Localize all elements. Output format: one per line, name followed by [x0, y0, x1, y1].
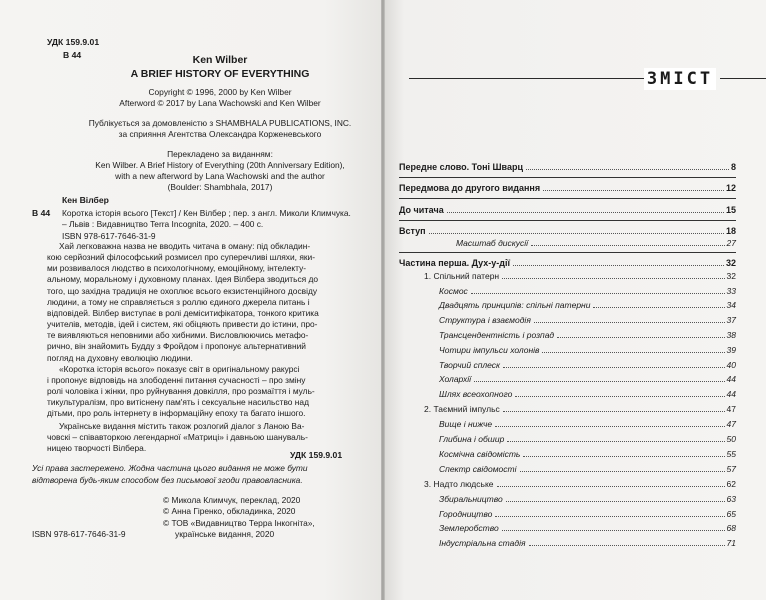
toc-entry-title: Масштаб дискусії: [456, 238, 529, 248]
toc-entry-page: 37: [726, 315, 736, 325]
toc-divider: [399, 177, 736, 178]
catalog-card-author: Кен Вілбер: [62, 195, 109, 205]
author-name: Ken Wilber: [192, 54, 248, 66]
toc-entry-title: 2. Таємний імпульс: [424, 404, 500, 414]
toc-entry-title: Шлях всеохопного: [439, 389, 513, 399]
toc-entry-title: До читача: [399, 205, 444, 215]
toc-entry[interactable]: [439, 300, 736, 311]
toc-entry-title: Вступ: [399, 226, 426, 236]
annotation-line: човскі – співавторкою легендарної «Матриці» і давньою шануваль-: [47, 432, 308, 443]
rights-notice: [32, 463, 308, 486]
toc-entry-title: Глибина і обшир: [439, 434, 505, 444]
annotation-line: погляд на духовну еволюцію людини.: [47, 352, 193, 363]
toc-entry-title: Космос: [439, 286, 468, 296]
toc-divider: [399, 198, 736, 199]
toc-entry-title: 1. Спільний патерн: [424, 271, 500, 281]
annotation-line: те виявляються неповними або хибними. Висловлюючись метафо-: [47, 330, 309, 341]
contents-heading-box: [644, 68, 716, 90]
annotation-ukrainian-edition: [47, 421, 308, 454]
annotation-line: альному, моральному і духовному планах. Ідея Вілбера зводиться до: [47, 274, 319, 285]
annotation-line: ми розвивалося людство в психологічному, емоційному, інтелекту-: [47, 263, 307, 274]
toc-entry-title: Холархії: [439, 374, 472, 384]
toc-entry[interactable]: [424, 479, 736, 490]
annotation-line: Українське видання містить також розлогий діалог з Ланою Ва-: [59, 421, 305, 431]
toc-entry[interactable]: [439, 434, 736, 445]
toc-entry-page: 32: [726, 271, 736, 281]
annotation-line: учителів, методів, ідей і систем, які обіцяють привести до істини, про-: [47, 319, 318, 330]
copyright-credits: [163, 495, 315, 541]
toc-entry[interactable]: [424, 271, 736, 282]
toc-entry-page: 63: [726, 494, 736, 504]
toc-entry-title: Чотири імпульси холонів: [439, 345, 540, 355]
translated-from-line: Ken Wilber. A Brief History of Everything (20th Anniversary Edition),: [95, 160, 345, 170]
toc-entry-page: 39: [726, 345, 736, 355]
toc-entry-page: 34: [726, 300, 736, 310]
toc-entry-title: Частина перша. Дух-у-дії: [399, 258, 511, 268]
publication-agreement-line: за сприяння Агентства Олександра Корженевського: [118, 129, 322, 139]
copyright-line: Afterword © 2017 by Lana Wachowski and Ken Wilber: [119, 98, 321, 108]
catalog-card-isbn: ISBN 978-617-7646-31-9: [62, 231, 156, 241]
annotation-line: кою серйозний філософський розмисел про суперечливі шляхи, яки-: [47, 252, 315, 263]
toc-entry-title: Передне слово. Тоні Шварц: [399, 162, 524, 172]
original-edition-info: [70, 53, 370, 193]
annotation-line: тикультуралізм, про витіснену пам'ять і сексуальне насильство над: [47, 397, 309, 408]
toc-entry-title: Спектр свідомості: [439, 464, 517, 474]
credit-line: © Микола Климчук, переклад, 2020: [163, 495, 301, 505]
left-page: [0, 0, 381, 600]
annotation-line: Хай легковажна назва не вводить читача в оману: під обкладин-: [59, 241, 311, 251]
credit-line: українське видання, 2020: [175, 529, 275, 540]
toc-entry-title: 3. Надто людське: [424, 479, 494, 489]
copyright-line: Copyright © 1996, 2000 by Ken Wilber: [148, 87, 292, 97]
toc-entry[interactable]: [399, 258, 736, 269]
isbn-bottom: ISBN 978-617-7646-31-9: [32, 529, 126, 539]
toc-entry[interactable]: [399, 183, 736, 194]
rights-line: відтворена будь-яким способом без письмової згоди правовласника.: [32, 474, 303, 485]
toc-entry-page: 12: [725, 183, 736, 193]
toc-entry-page: 32: [725, 258, 736, 268]
heading-rule-right: [720, 78, 766, 79]
annotation-line: і пропонує відповідь на злободенні питання сучасності – про зміну: [47, 374, 306, 385]
heading-rule-left: [409, 78, 664, 79]
toc-entry[interactable]: [439, 509, 736, 520]
toc-entry-page: 65: [726, 509, 736, 519]
toc-entry[interactable]: [439, 286, 736, 297]
translated-from-line: with a new afterword by Lana Wachowski and the author: [115, 171, 325, 181]
toc-entry-title: Двадцять принципів: спільні патерни: [439, 300, 591, 310]
toc-entry-title: Городництво: [439, 509, 493, 519]
catalog-card-code: В 44: [32, 208, 51, 218]
toc-entry-page: 47: [726, 404, 736, 414]
toc-entry-title: Структура і взаємодія: [439, 315, 531, 325]
credit-line: © Анна Гіренко, обкладинка, 2020: [163, 506, 296, 517]
toc-entry-page: 15: [725, 205, 736, 215]
publication-agreement-line: Публікується за домовленістю з SHAMBHALA PUBLICATIONS, INC.: [88, 118, 352, 128]
toc-entry-page: 27: [726, 238, 736, 248]
toc-entry-page: 62: [726, 479, 736, 489]
rights-line: Усі права застережено. Жодна частина цього видання не може бути: [32, 463, 308, 473]
translated-from-line: Перекладено за виданням:: [167, 149, 273, 159]
toc-entry[interactable]: [399, 205, 736, 216]
toc-entry-page: 8: [730, 162, 736, 172]
toc-entry-page: 38: [726, 330, 736, 340]
toc-entry-page: 18: [725, 226, 736, 236]
annotation-line: того, що західна традиція не охоплює всього екзистенційного досвіду: [47, 285, 318, 296]
toc-entry[interactable]: [456, 238, 736, 249]
toc-entry-page: 44: [726, 389, 736, 399]
toc-entry[interactable]: [439, 523, 736, 534]
toc-entry-page: 33: [726, 286, 736, 296]
toc-entry[interactable]: [439, 419, 736, 430]
toc-entry[interactable]: [439, 315, 736, 326]
toc-entry-page: 57: [726, 464, 736, 474]
toc-entry[interactable]: [439, 538, 736, 549]
toc-entry[interactable]: [439, 330, 736, 341]
book-title: A BRIEF HISTORY OF EVERYTHING: [130, 68, 310, 80]
toc-entry[interactable]: [399, 162, 736, 173]
toc-entry[interactable]: [424, 404, 736, 415]
toc-entry-page: 47: [726, 419, 736, 429]
translated-from-line: (Boulder: Shambhala, 2017): [167, 182, 273, 192]
toc-entry-page: 50: [726, 434, 736, 444]
annotation-line: відповідей. Вілбер виступає в ролі деміситифікатора, тонкого критика: [47, 307, 319, 318]
annotation-line: «Коротка історія всього» показує світ в оригінальному ракурсі: [59, 363, 300, 374]
toc-entry-title: Землеробство: [439, 523, 499, 533]
toc-entry-title: Вище і нижче: [439, 419, 493, 429]
toc-entry-page: 68: [726, 523, 736, 533]
credit-line: © ТОВ «Видавництво Терра Інкогніта»,: [163, 517, 315, 528]
toc-entry-page: 55: [726, 449, 736, 459]
toc-entry-page: 44: [726, 374, 736, 384]
annotation-line: рично, він знайомить Будду з Фройдом і пропонує альтернативний: [47, 341, 306, 352]
toc-entry[interactable]: [439, 464, 736, 475]
toc-entry-title: Творчий сплеск: [439, 360, 501, 370]
toc-entry-page: 71: [726, 538, 736, 548]
toc-entry-title: Індустріальна стадія: [439, 538, 526, 548]
toc-entry[interactable]: [439, 360, 736, 371]
toc-entry-title: Космічна свідомість: [439, 449, 521, 459]
toc-entry[interactable]: [439, 389, 736, 400]
toc-entry-page: 40: [726, 360, 736, 370]
annotation-line: ницею творчості Вілбера.: [47, 443, 147, 454]
catalog-card-description: Коротка історія всього [Текст] / Кен Вілбер ; пер. з англ. Миколи Климчука. – Львів : Видавництво Terra Incognita, 2020. – 400 с.: [62, 208, 351, 230]
annotation-line: дітьми, про роль інтернету в інформаційну епоху та багато іншого.: [47, 408, 306, 419]
toc-entry-title: Передмова до другого видання: [399, 183, 541, 193]
toc-entry[interactable]: [439, 494, 736, 505]
udk-code-bottom: УДК 159.9.01: [290, 450, 343, 460]
toc-entry-title: Трансцендентність і розпад: [439, 330, 555, 340]
toc-divider: [399, 252, 736, 253]
annotation-line: ролі чоловіка і жінки, про руйнування довкілля, про розмаїття і муль-: [47, 386, 315, 397]
library-code-top: В 44: [63, 50, 82, 60]
annotation-line: людини, а тому не справляється з роллю єдиного джерела питань і: [47, 296, 310, 307]
toc-divider: [399, 220, 736, 221]
udk-code-top: УДК 159.9.01: [47, 37, 100, 47]
toc-entry[interactable]: [439, 374, 736, 385]
annotation: [47, 241, 319, 420]
toc-entry-title: Збиральництво: [439, 494, 503, 504]
toc-entry[interactable]: [439, 345, 736, 356]
toc-entry[interactable]: [439, 449, 736, 460]
toc-entry[interactable]: [399, 226, 736, 237]
contents-heading: ЗМІСТ: [646, 69, 714, 89]
